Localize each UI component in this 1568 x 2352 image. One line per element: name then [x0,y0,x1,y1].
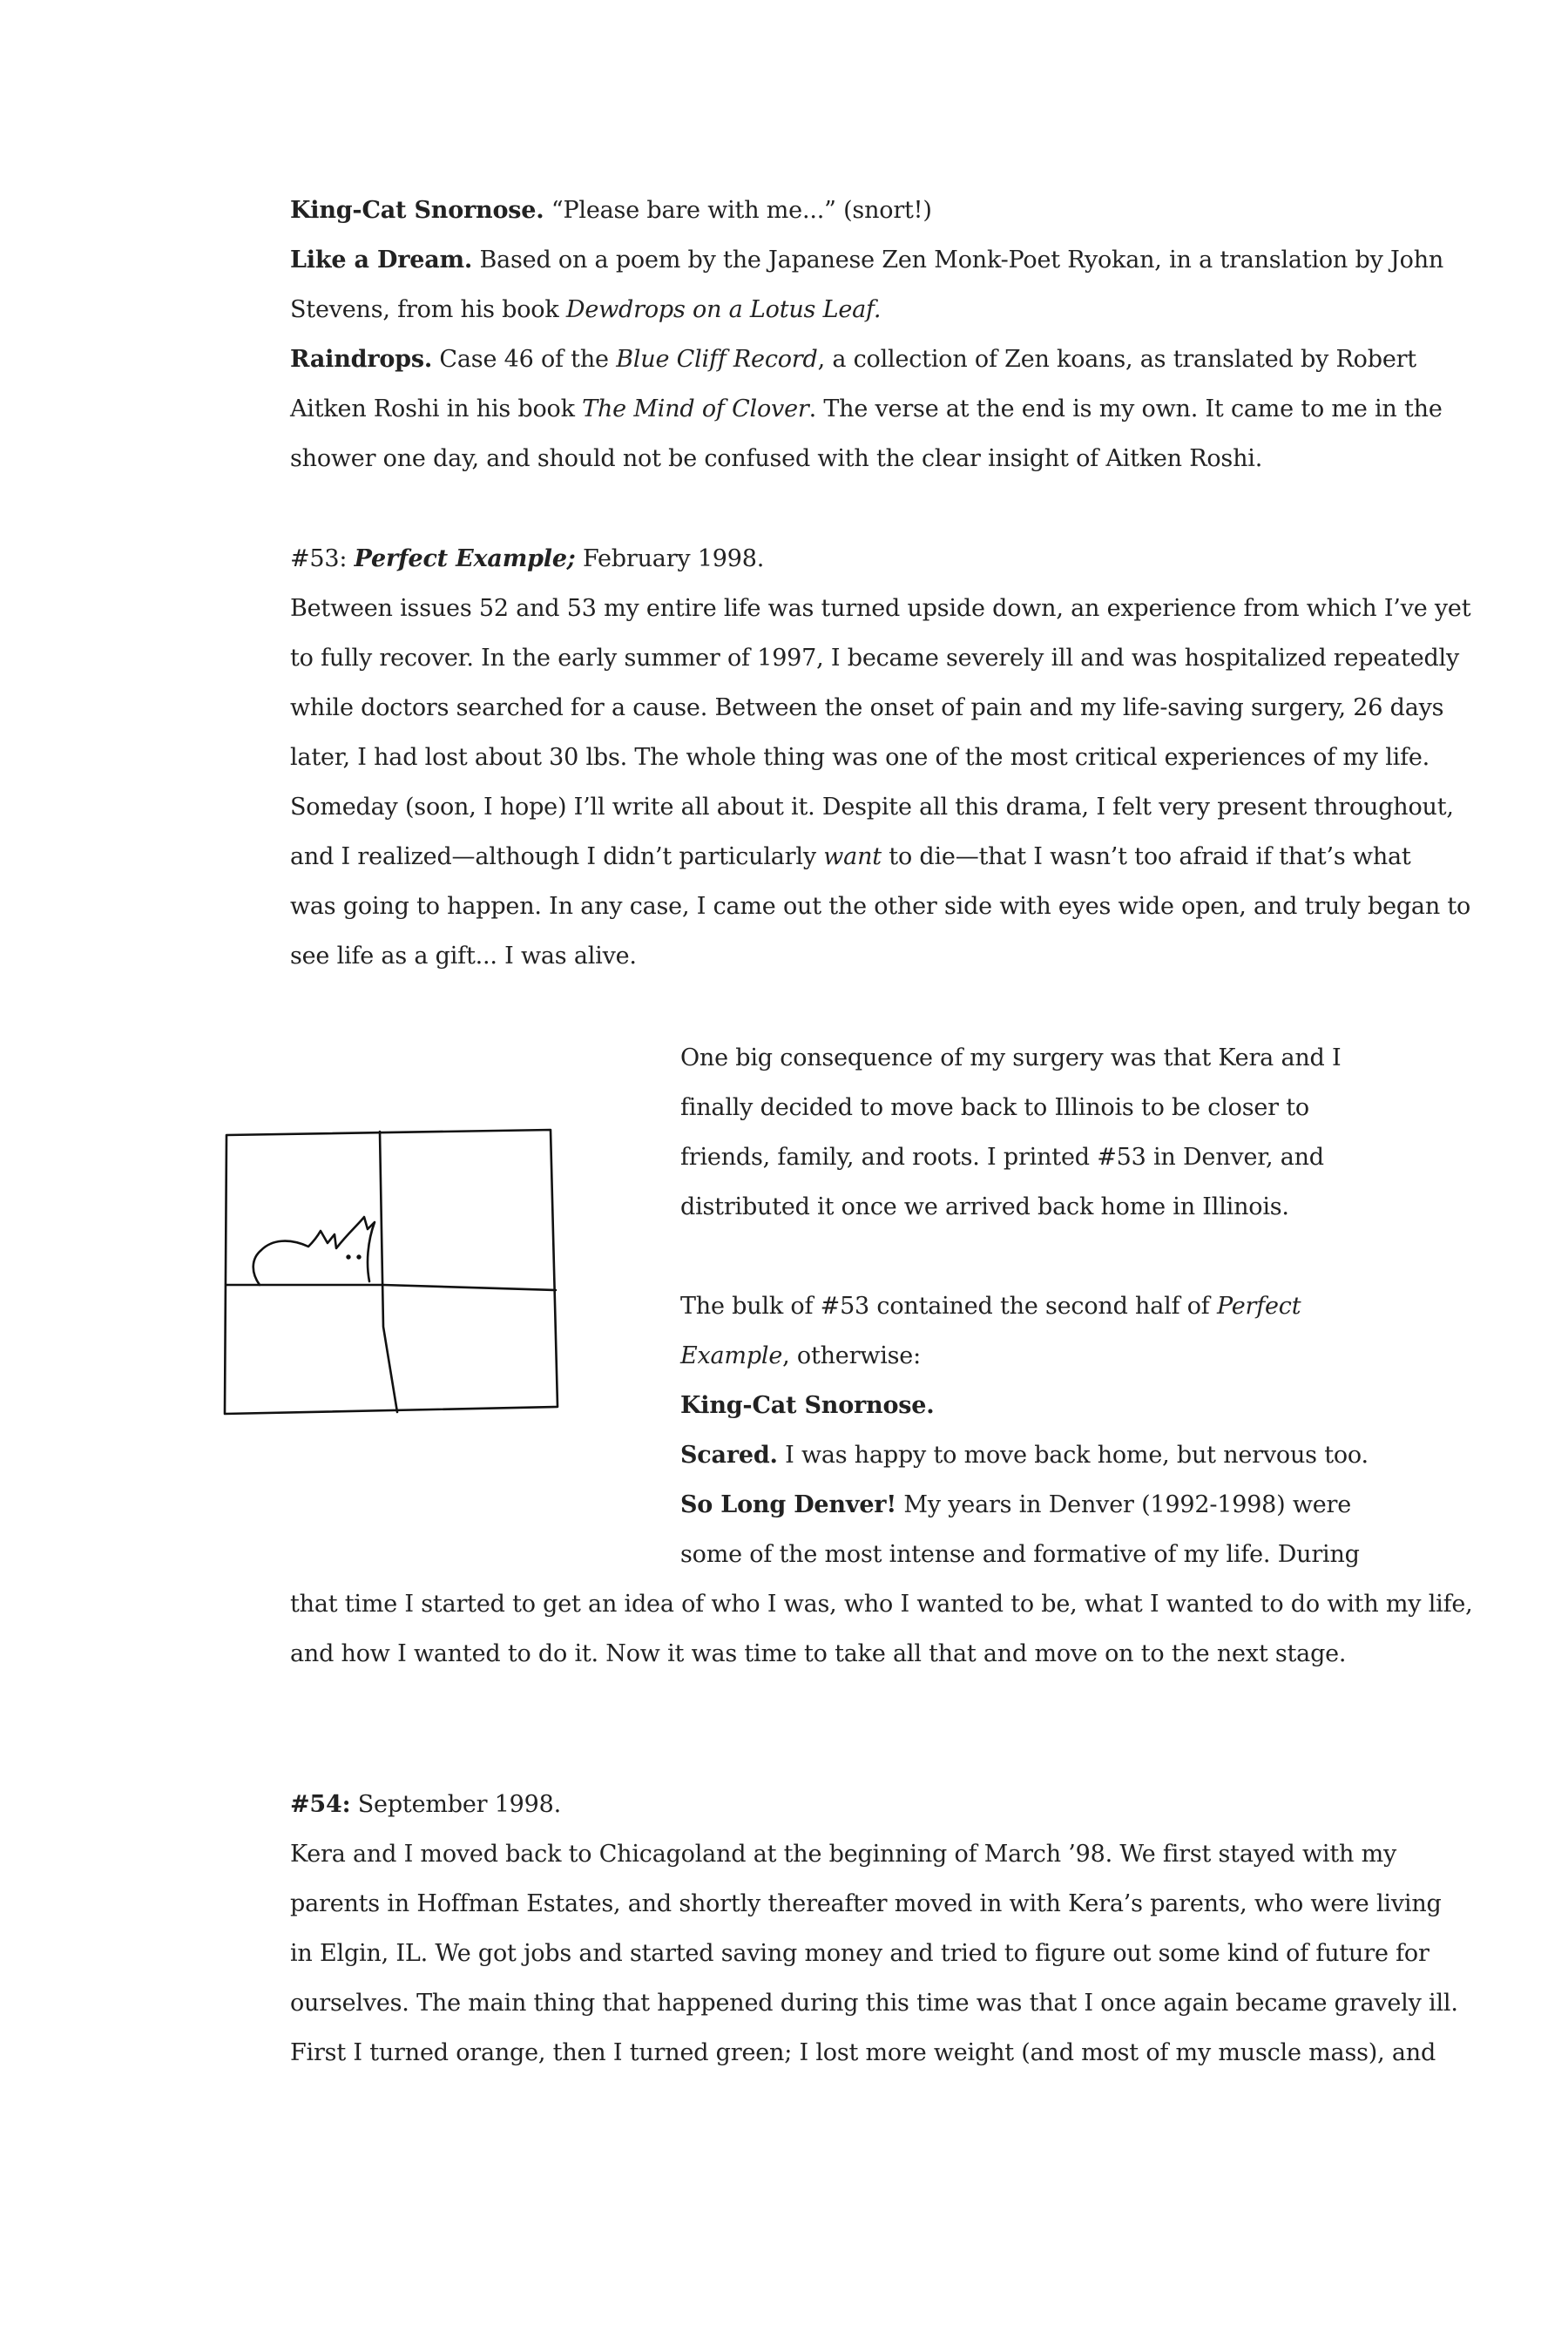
issue-54-para-line: Kera and I moved back to Chicagoland at the beginning of March ’98. We first stayed with my [290,1841,1397,1868]
issue-53-bulk-cont: Example, otherwise: [680,1342,921,1369]
issue-53-para-line: to fully recover. In the early summer of 1997, I became severely ill and was hospitalized repeatedly [290,645,1460,672]
issue-54-para-line: in Elgin, IL. We got jobs and started saving money and tried to figure out some kind of future for [290,1940,1429,1967]
issue-53-para-line: later, I had lost about 30 lbs. The whole thing was one of the most critical experiences of my life. [290,744,1430,771]
issue-54-para-line: ourselves. The main thing that happened during this time was that I once again became gravely ill. [290,1990,1458,2017]
cat-window-drawing [218,1119,566,1433]
issue-53-move-line: distributed it once we arrived back home in Illinois. [680,1193,1289,1220]
issue-53-heading: #53: Perfect Example; February 1998. [290,545,765,572]
note-raindrops: Raindrops. Case 46 of the Blue Cliff Record, a collection of Zen koans, as translated by Robert [290,346,1416,373]
issue-53-item-king-cat: King-Cat Snornose. [680,1392,935,1419]
issue-53-denver-line: that time I started to get an idea of who I was, who I wanted to be, what I wanted to do with my life, [290,1591,1473,1618]
issue-53-para-line: while doctors searched for a cause. Between the onset of pain and my life-saving surgery, 26 days [290,694,1444,721]
issue-53-item-scared: Scared. I was happy to move back home, but nervous too. [680,1442,1369,1469]
issue-53-para-line: Between issues 52 and 53 my entire life was turned upside down, an experience from which I’ve yet [290,595,1471,622]
issue-53-bulk: The bulk of #53 contained the second half of Perfect [680,1293,1301,1320]
cat-icon [253,1217,375,1285]
issue-54-para-line: parents in Hoffman Estates, and shortly thereafter moved in with Kera’s parents, who were living [290,1890,1442,1917]
note-raindrops-end: shower one day, and should not be confused with the clear insight of Aitken Roshi. [290,445,1263,472]
note-raindrops-cont: Aitken Roshi in his book The Mind of Clover. The verse at the end is my own. It came to me in the [290,395,1443,422]
note-king-cat-snornose: King-Cat Snornose. “Please bare with me...” (snort!) [290,197,932,224]
issue-53-move-line: friends, family, and roots. I printed #53 in Denver, and [680,1144,1324,1171]
cat-eye-icon [358,1256,361,1259]
window-mullion-vertical [380,1132,397,1412]
note-like-a-dream-cont: Stevens, from his book Dewdrops on a Lotus Leaf. [290,296,882,323]
issue-53-item-so-long-denver: So Long Denver! My years in Denver (1992-1998) were [680,1491,1352,1518]
issue-53-para-line: was going to happen. In any case, I came out the other side with eyes wide open, and truly began to [290,893,1471,920]
issue-53-move-line: One big consequence of my surgery was that Kera and I [680,1044,1342,1071]
issue-53-para-line: see life as a gift... I was alive. [290,943,637,970]
issue-53-para-line: Someday (soon, I hope) I’ll write all about it. Despite all this drama, I felt very present throughout, [290,794,1454,821]
issue-53-denver-line: some of the most intense and formative of my life. During [680,1541,1360,1568]
issue-53-denver-line: and how I wanted to do it. Now it was time to take all that and move on to the next stage. [290,1640,1347,1667]
window-mullion-horizontal [226,1285,556,1290]
note-like-a-dream: Like a Dream. Based on a poem by the Japanese Zen Monk-Poet Ryokan, in a translation by John [290,247,1444,274]
issue-54-heading: #54: September 1998. [290,1791,561,1818]
issue-54-para-line: First I turned orange, then I turned green; I lost more weight (and most of my muscle mass), and [290,2039,1436,2066]
issue-53-para-line: and I realized—although I didn’t particularly want to die—that I wasn’t too afraid if that’s what [290,843,1411,870]
cat-eye-icon [348,1256,350,1259]
issue-53-move-line: finally decided to move back to Illinois to be closer to [680,1094,1309,1121]
